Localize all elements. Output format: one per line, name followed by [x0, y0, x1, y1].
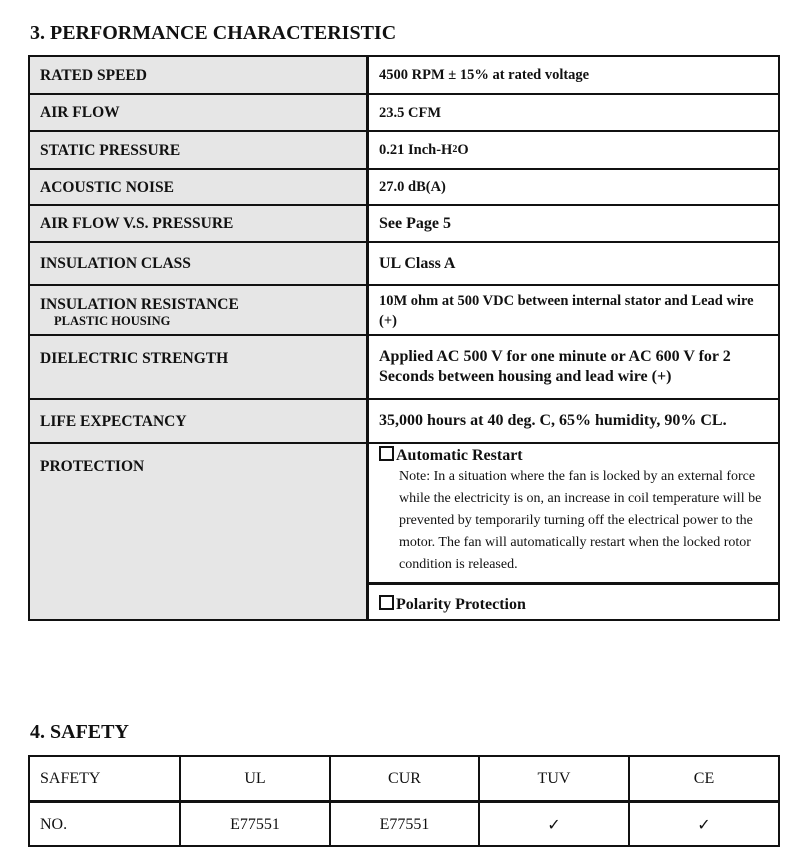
table-row — [30, 95, 778, 132]
row-value: 10M ohm at 500 VDC between internal stator and Lead wire (+) — [366, 286, 778, 334]
sublabel: PLASTIC HOUSING — [54, 314, 171, 328]
checkbox-icon — [379, 595, 394, 610]
row-label — [40, 296, 239, 329]
row-label: STATIC PRESSURE — [40, 142, 181, 159]
option-note: Note: In a situation where the fan is locked by an external force while the electricity is on, an increase in coil temperature will be prevented by temporarily turning off the electrical power to the motor. The fan will automatically restart when the locked rotor condition is released. — [399, 469, 762, 572]
table-row — [30, 243, 778, 286]
checkbox-icon — [379, 446, 394, 461]
row-label: LIFE EXPECTANCY — [40, 413, 187, 430]
header-cell: UL — [244, 770, 266, 787]
row-label: AIR FLOW V.S. PRESSURE — [40, 215, 234, 232]
header-cell: CUR — [388, 770, 421, 787]
value-tail: O — [457, 142, 469, 158]
option-automatic-restart — [369, 444, 778, 585]
table-row — [30, 286, 778, 336]
table-row — [30, 336, 778, 400]
row-label: DIELECTRIC STRENGTH — [40, 350, 229, 367]
performance-heading: 3. PERFORMANCE CHARACTERISTIC — [30, 22, 397, 44]
value-text: 0.21 Inch-H — [379, 142, 453, 158]
data-cell: E77551 — [379, 816, 430, 833]
check-icon: ✓ — [547, 817, 561, 834]
table-row — [30, 170, 778, 206]
value-subscript: 2 — [452, 144, 458, 155]
header-cell: CE — [693, 770, 715, 787]
table-row — [30, 57, 778, 95]
performance-table — [28, 55, 780, 621]
row-value: 35,000 hours at 40 deg. C, 65% humidity, 90% CL. — [366, 400, 778, 442]
table-row — [30, 444, 778, 619]
safety-heading: 4. SAFETY — [30, 721, 129, 743]
protection-options — [366, 444, 778, 619]
row-label: INSULATION CLASS — [40, 255, 191, 272]
row-label: PROTECTION — [40, 458, 145, 475]
row-value: See Page 5 — [366, 206, 778, 241]
row-value — [366, 132, 778, 168]
table-row — [30, 206, 778, 243]
data-cell: NO. — [40, 816, 68, 833]
row-value: 23.5 CFM — [366, 95, 778, 130]
option-polarity-protection — [369, 585, 778, 625]
row-value: Applied AC 500 V for one minute or AC 600 V for 2 Seconds between housing and lead wire (+) — [366, 336, 778, 398]
header-cell: SAFETY — [40, 770, 101, 787]
row-value: 4500 RPM ± 15% at rated voltage — [366, 57, 778, 93]
table-row — [30, 132, 778, 170]
option-title — [379, 446, 768, 466]
row-value: 27.0 dB(A) — [366, 170, 778, 204]
table-row — [30, 400, 778, 444]
safety-table — [28, 755, 780, 847]
check-icon: ✓ — [697, 817, 711, 834]
row-value: UL Class A — [366, 243, 778, 284]
header-cell: TUV — [537, 770, 571, 787]
label-text: INSULATION RESISTANCE — [40, 296, 239, 313]
row-label: ACOUSTIC NOISE — [40, 179, 174, 196]
option-label: Polarity Protection — [396, 596, 526, 613]
row-label: AIR FLOW — [40, 104, 120, 121]
data-cell: E77551 — [230, 816, 280, 833]
option-label: Automatic Restart — [396, 447, 523, 464]
row-label: RATED SPEED — [40, 67, 147, 84]
